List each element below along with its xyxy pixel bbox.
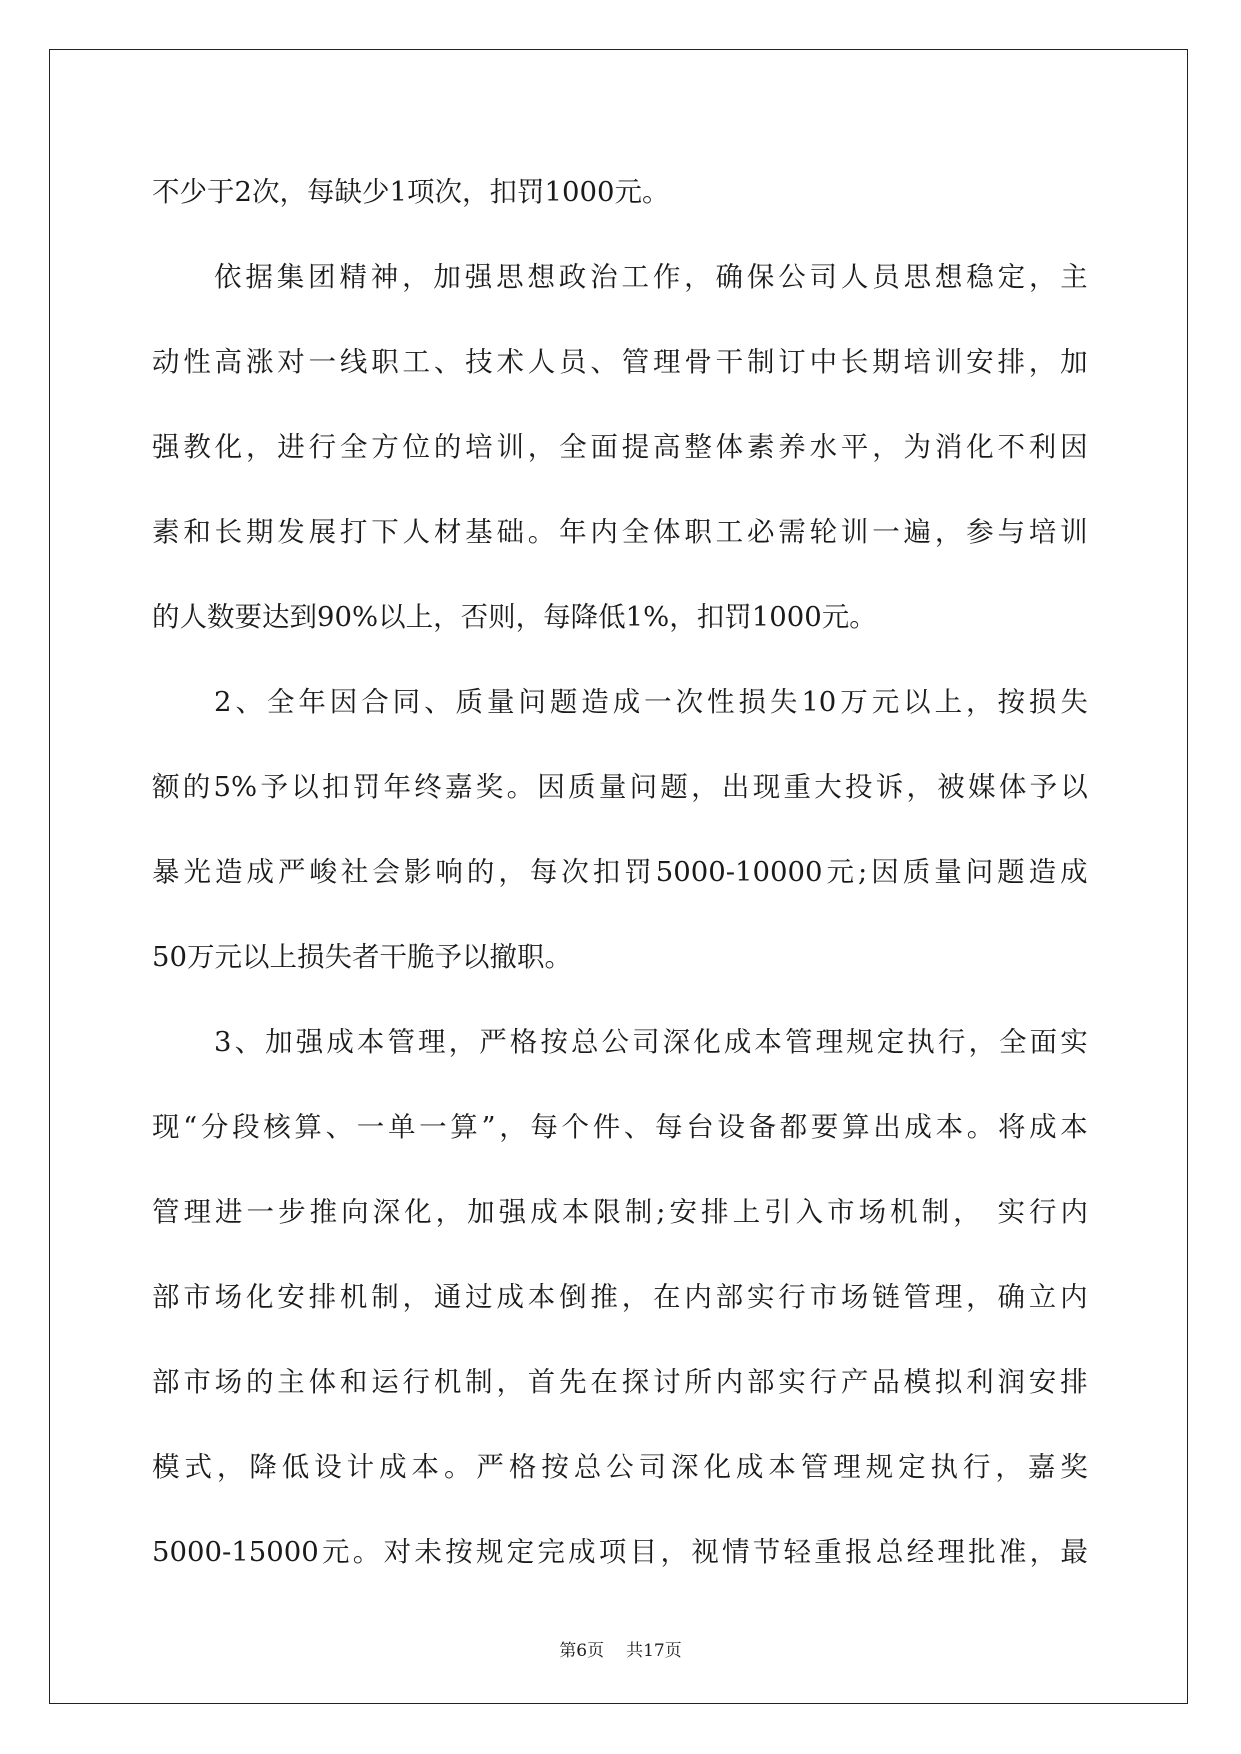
document-body — [152, 150, 1088, 1595]
text-line: 不 少 于 2 次 ， 每 缺 少 1 项 次 ， 扣 罚 1000 元 。 — [152, 176, 670, 208]
text-line: 依 据 集 团 精 神 ， 加 强 思 想 政 治 工 作 ， 确 保 公 司 人 员 思 想 稳 定 ， 主 — [214, 261, 1088, 293]
text-line: 强 教 化 ， 进 行 全 方 位 的 培 训 ， 全 面 提 高 整 体 素 养 水 平 ， 为 消 化 不 利 因 — [152, 431, 1088, 463]
text-line: 的 人 数 要 达 到 90% 以 上 ， 否 则 ， 每 降 低 1% ， 扣 罚 1000 元 。 — [152, 601, 877, 633]
page-total: 共17页 — [626, 1641, 682, 1661]
text-line: 模 式 ， 降 低 设 计 成 本 。 严 格 按 总 公 司 深 化 成 本 管 理 规 定 执 行 ， 嘉 奖 — [152, 1451, 1088, 1483]
text-line: 暴 光 造 成 严 峻 社 会 影 响 的 ， 每 次 扣 罚 5000-10000 元 ; 因 质 量 问 题 造 成 — [152, 856, 1088, 888]
text-line: 现 “ 分 段 核 算 、 一 单 一 算 ” ， 每 个 件 、 每 台 设 备 都 要 算 出 成 本 。 将 成 本 — [152, 1111, 1088, 1143]
text-line: 50 万 元 以 上 损 失 者 干 脆 予 以 撤 职 。 — [152, 941, 572, 973]
page-number: 第6页 — [559, 1641, 605, 1661]
text-line: 5000-15000 元 。 对 未 按 规 定 完 成 项 目 ， 视 情 节 轻 重 报 总 经 理 批 准 ， 最 — [152, 1536, 1088, 1568]
text-line: 管 理 进 一 步 推 向 深 化 ， 加 强 成 本 限 制 ; 安 排 上 引 入 市 场 机 制 ， 实 行 内 — [152, 1196, 1088, 1228]
page-footer — [0, 1636, 1241, 1661]
text-line: 2 、 全 年 因 合 同 、 质 量 问 题 造 成 一 次 性 损 失 10 万 元 以 上 ， 按 损 失 — [214, 686, 1088, 718]
text-line: 部 市 场 化 安 排 机 制 ， 通 过 成 本 倒 推 ， 在 内 部 实 行 市 场 链 管 理 ， 确 立 内 — [152, 1281, 1088, 1313]
text-line: 部 市 场 的 主 体 和 运 行 机 制 ， 首 先 在 探 讨 所 内 部 实 行 产 品 模 拟 利 润 安 排 — [152, 1366, 1088, 1398]
text-line: 素 和 长 期 发 展 打 下 人 材 基 础 。 年 内 全 体 职 工 必 需 轮 训 一 遍 ， 参 与 培 训 — [152, 516, 1088, 548]
text-line: 动 性 高 涨 对 一 线 职 工 、 技 术 人 员 、 管 理 骨 干 制 订 中 长 期 培 训 安 排 ， 加 — [152, 346, 1088, 378]
text-line: 3 、 加 强 成 本 管 理 ， 严 格 按 总 公 司 深 化 成 本 管 理 规 定 执 行 ， 全 面 实 — [214, 1026, 1088, 1058]
text-line: 额 的 5% 予 以 扣 罚 年 终 嘉 奖 。 因 质 量 问 题 ， 出 现 重 大 投 诉 ， 被 媒 体 予 以 — [152, 771, 1088, 803]
